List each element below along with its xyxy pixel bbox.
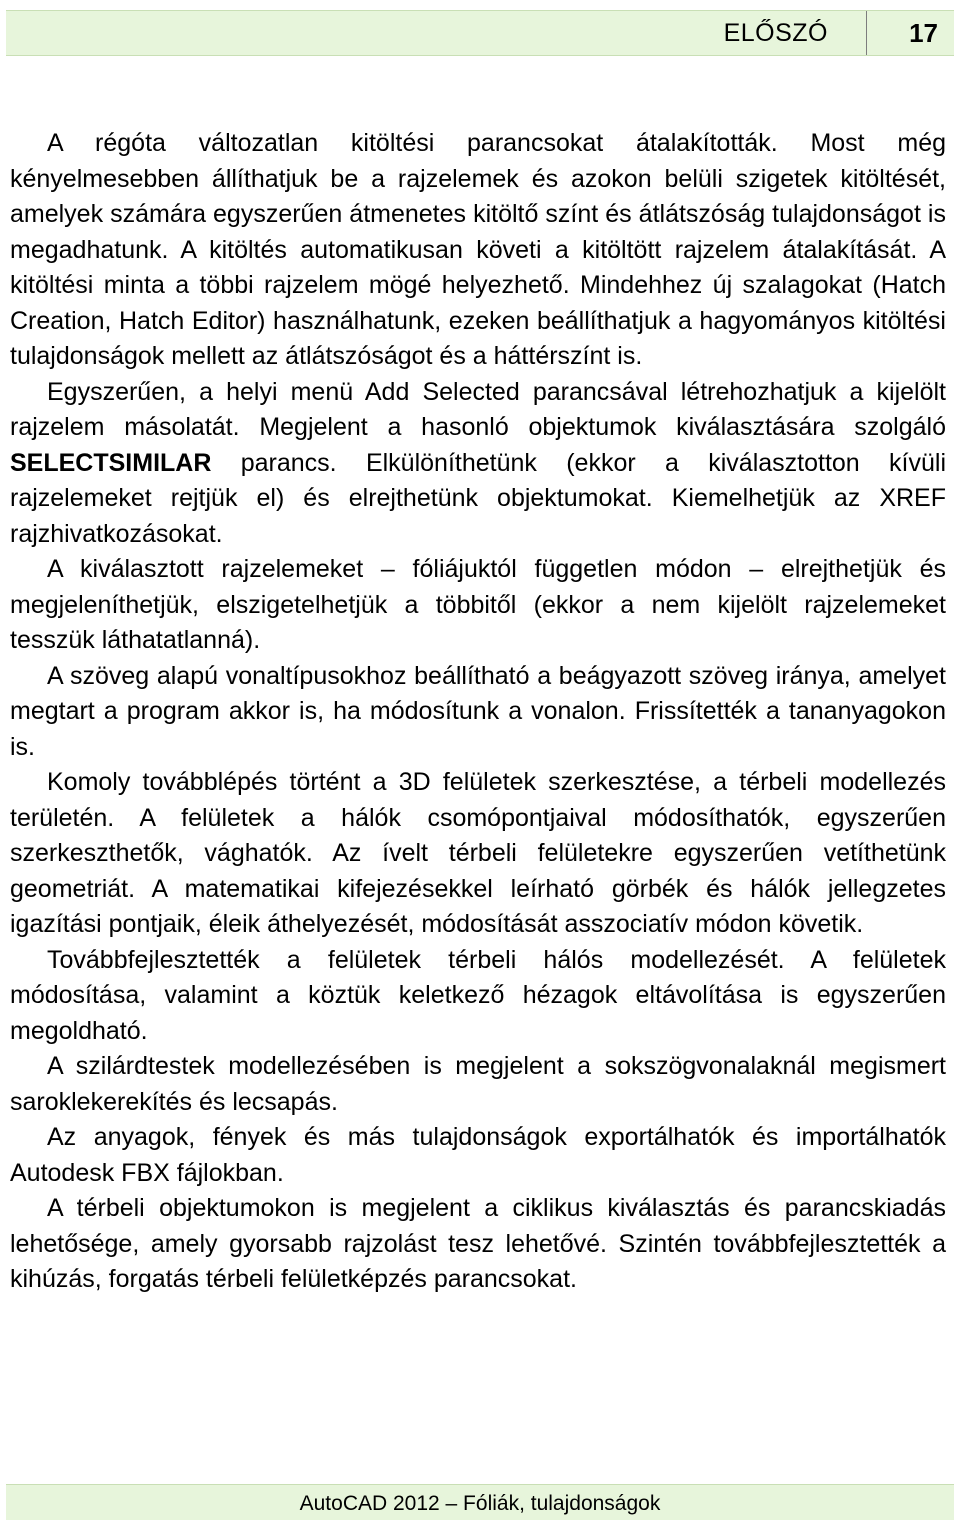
header-divider (866, 11, 867, 55)
page-number: 17 (909, 18, 938, 48)
body-text (10, 126, 946, 1298)
paragraph: A szöveg alapú vonaltípusokhoz beállítható a beágyazott szöveg iránya, amelyet megtart a program akkor is, ha módosítunk a vonalon. Frissítették a tananyagokon is. (10, 661, 946, 761)
footer-title: AutoCAD 2012 – Fóliák, tulajdonságok (299, 1492, 661, 1515)
paragraph: Komoly továbblépés történt a 3D felületek szerkesztése, a térbeli modellezés területén. A felületek a hálók csomópontjaival módosíthatók, egyszerűen szerkeszthetők, vághatók. Az ívelt térbeli felületekre egyszerűen vetíthetünk geometriát. A matematikai kifejezésekkel leírható görbék és hálók jellegzetes igazítási pontjaik, éleik áthelyezését, módosítását asszociatív módon követik. (10, 768, 946, 938)
paragraph: Továbbfejlesztették a felületek térbeli hálós modellezését. A felületek módosítása, valamint a köztük keletkező hézagok eltávolítása is egyszerűen megoldható. (10, 945, 946, 1045)
paragraph: Az anyagok, fények és más tulajdonságok exportálhatók és importálhatók Autodesk FBX fájlokban. (10, 1123, 946, 1187)
paragraph: A kiválasztott rajzelemeket – fóliájuktól független módon – elrejthetjük és megjeleníthetjük, elszigetelhetjük a többitől (ekkor a nem kijelölt rajzelemeket tesszük láthatatlanná). (10, 555, 946, 654)
paragraph: A szilárdtestek modellezésében is megjelent a sokszögvonalaknál megismert saroklekerekítés és lecsapás. (10, 1052, 946, 1116)
paragraph: Egyszerűen, a helyi menü Add Selected parancsával létrehozhatjuk a kijelölt rajzelem másolatát. Megjelent a hasonló objektumok kiválasztására szolgáló SELECTSIMILAR parancs. Elkülöníthetünk (ekkor a kiválasztotton kívüli rajzelemeket rejtjük el) és elrejthetünk objektumokat. Kiemelhetjük az XREF rajzhivatkozásokat. (10, 377, 946, 548)
paragraph: A térbeli objektumokon is megjelent a ciklikus kiválasztás és parancskiadás lehetősége, amely gyorsabb rajzolást tesz lehetővé. Szintén továbbfejlesztették a kihúzás, forgatás térbeli felületképzés parancsokat. (10, 1194, 946, 1293)
command-name: SELECTSIMILAR (10, 448, 212, 477)
page-footer (6, 1484, 954, 1520)
page-header (6, 10, 954, 56)
chapter-title: ELŐSZÓ (723, 19, 828, 47)
paragraph: A régóta változatlan kitöltési parancsokat átalakították. Most még kényelmesebben állíthatjuk be a rajzelemek és azokon belüli szigetek kitöltését, amelyek számára egyszerűen átmenetes kitöltő színt és átlátszóság tulajdonságot is megadhatunk. A kitöltés automatikusan követi a kitöltött rajzelem átalakítását. A kitöltési minta a többi rajzelem mögé helyezhető. Mindehhez új szalagokat (Hatch Creation, Hatch Editor) használhatunk, ezeken beállíthatjuk a hagyományos kitöltési tulajdonságok mellett az átlátszóságot és a háttérszínt is. (10, 129, 946, 370)
